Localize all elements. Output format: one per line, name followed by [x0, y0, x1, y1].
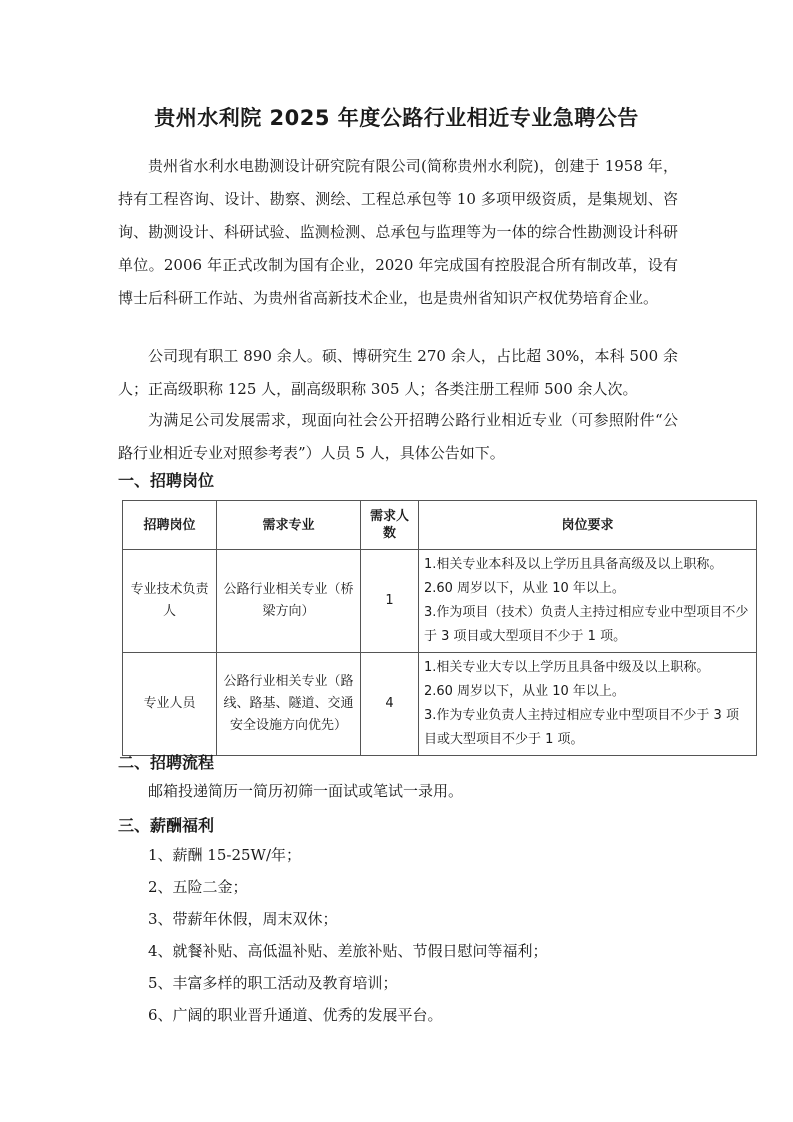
table-header-row — [123, 501, 757, 550]
cell-count: 4 — [361, 653, 419, 756]
intro-paragraph-purpose: 为满足公司发展需求，现面向社会公开招聘公路行业相近专业（可参照附件“公路行业相近专业对照参考表”）人员 5 人，具体公告如下。 — [118, 411, 678, 462]
requirement-item: 2.60 周岁以下，从业 10 年以上。 — [424, 581, 625, 596]
cell-requirements — [419, 550, 757, 653]
process-text: 邮箱投递简历一简历初筛一面试或笔试一录用。 — [148, 782, 464, 800]
intro-paragraph-staff: 公司现有职工 890 余人。硕、博研究生 270 余人，占比超 30%，本科 500 余人；正高级职称 125 人，副高级职称 305 人；各类注册工程师 500 余人次。 — [118, 347, 678, 398]
benefit-item: 5、丰富多样的职工活动及教育培训； — [148, 974, 398, 992]
requirement-item: 1.相关专业本科及以上学历且具备高级及以上职称。 — [424, 557, 723, 572]
cell-major: 公路行业相关专业（桥梁方向） — [217, 550, 361, 653]
cell-count: 1 — [361, 550, 419, 653]
cell-position: 专业技术负责人 — [123, 550, 217, 653]
document-title: 贵州水利院 2025 年度公路行业相近专业急聘公告 — [154, 106, 639, 130]
intro-paragraph-company: 贵州省水利水电勘测设计研究院有限公司(简称贵州水利院)，创建于 1958 年，持有工程咨询、设计、勘察、测绘、工程总承包等 10 多项甲级资质，是集规划、咨询、勘测设计、科研试验、监测检测、总承包与监理等为一体的综合性勘测设计科研单位。2006 年正式改制为国有企业，2020 年完成国有控股混合所有制改革，设有博士后科研工作站、为贵州省高新技术企业，也是贵州省知识产权优势培育企业。 — [118, 157, 678, 307]
header-count: 需求人数 — [361, 501, 419, 550]
benefit-item: 3、带薪年休假，周末双休； — [148, 910, 338, 928]
section-heading-benefits: 三、薪酬福利 — [118, 816, 215, 835]
requirement-item: 1.相关专业大专以上学历且具备中级及以上职称。 — [424, 660, 710, 675]
cell-major: 公路行业相关专业（路线、路基、隧道、交通安全设施方向优先） — [217, 653, 361, 756]
table-row — [123, 550, 757, 653]
requirement-item: 3.作为专业负责人主持过相应专业中型项目不少于 3 项目或大型项目不少于 1 项。 — [424, 708, 739, 747]
cell-position: 专业人员 — [123, 653, 217, 756]
positions-table — [122, 500, 757, 756]
benefit-item: 6、广阔的职业晋升通道、优秀的发展平台。 — [148, 1006, 443, 1024]
cell-requirements — [419, 653, 757, 756]
benefit-item: 4、就餐补贴、高低温补贴、差旅补贴、节假日慰问等福利； — [148, 942, 548, 960]
header-position: 招聘岗位 — [123, 501, 217, 550]
header-major: 需求专业 — [217, 501, 361, 550]
section-heading-positions: 一、招聘岗位 — [118, 471, 215, 490]
benefit-item: 2、五险二金； — [148, 878, 248, 896]
header-requirements: 岗位要求 — [419, 501, 757, 550]
table-row — [123, 653, 757, 756]
benefit-item: 1、薪酬 15-25W/年； — [148, 846, 302, 864]
section-heading-process: 二、招聘流程 — [118, 753, 215, 772]
requirement-item: 3.作为项目（技术）负责人主持过相应专业中型项目不少于 3 项目或大型项目不少于 1 项。 — [424, 605, 749, 644]
requirement-item: 2.60 周岁以下，从业 10 年以上。 — [424, 684, 625, 699]
